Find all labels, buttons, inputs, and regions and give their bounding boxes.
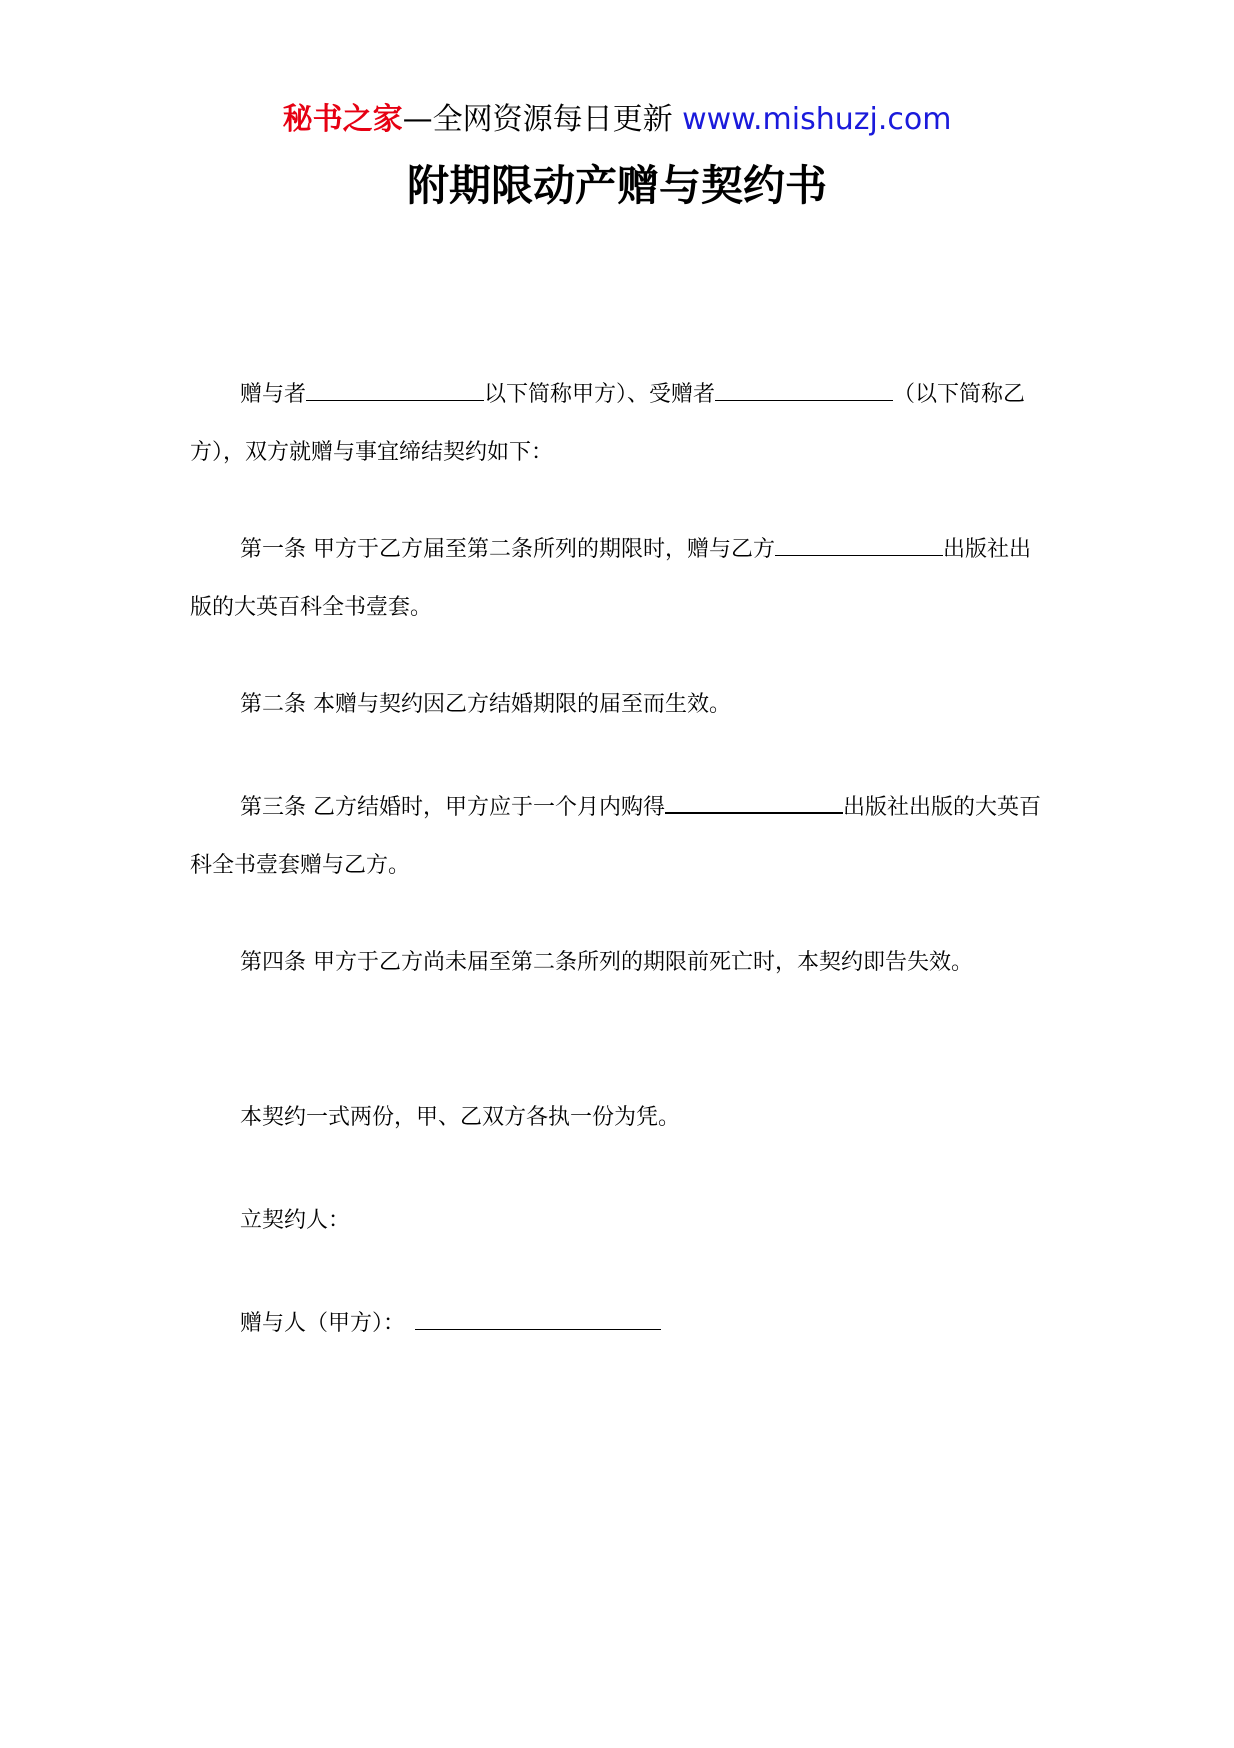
intro-text-middle: 以下简称甲方）、受赠者	[484, 382, 716, 407]
article-1-text-end: 出版社出版的大英百科全书壹套。	[190, 537, 1032, 620]
signatories-label: 立契约人：	[240, 1208, 351, 1233]
donee-name-blank[interactable]	[715, 378, 893, 401]
copies-clause: 本契约一式两份，甲、乙双方各执一份为凭。	[240, 1105, 681, 1130]
donor-label: 赠与者	[240, 382, 307, 407]
article-3-publisher-blank[interactable]	[665, 790, 843, 814]
article-1-publisher-blank[interactable]	[775, 533, 943, 556]
donor-name-blank[interactable]	[306, 378, 484, 401]
site-name: 秘书之家	[282, 102, 403, 137]
site-slogan: —全网资源每日更新	[402, 102, 683, 137]
article-2: 第二条 本赠与契约因乙方结婚期限的届至而生效。	[240, 692, 731, 717]
site-url-link[interactable]: www.mishuzj.com	[682, 102, 952, 137]
intro-text-end: （以下简称乙方），双方就赠与事宜缔结契约如下：	[190, 382, 1026, 465]
article-1	[190, 521, 1050, 637]
article-1-text: 第一条 甲方于乙方届至第二条所列的期限时，赠与乙方	[240, 537, 775, 562]
article-3	[190, 779, 1050, 895]
article-3-text: 第三条 乙方结婚时，甲方应于一个月内购得	[240, 795, 665, 820]
donor-signature-line	[190, 1295, 1050, 1353]
article-3-text-end: 出版社出版的大英百科全书壹套赠与乙方。	[190, 795, 1042, 878]
article-4: 第四条 甲方于乙方尚未届至第二条所列的期限前死亡时，本契约即告失效。	[240, 950, 973, 975]
donor-signature-label: 赠与人（甲方）：	[240, 1311, 406, 1336]
intro-paragraph	[190, 366, 1050, 482]
document-title: 附期限动产赠与契约书	[406, 161, 827, 210]
site-header	[0, 100, 1234, 140]
donor-signature-blank[interactable]	[415, 1307, 661, 1330]
